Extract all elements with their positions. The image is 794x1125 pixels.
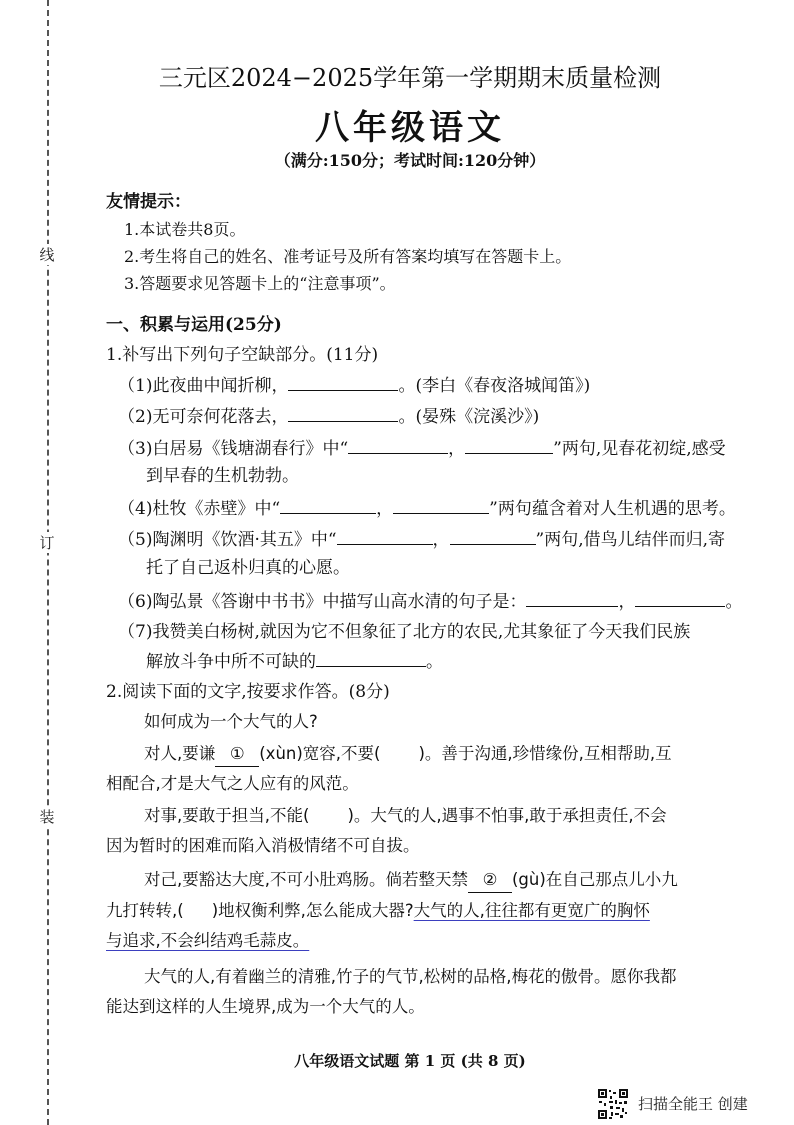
section-heading: 一、积累与运用(25分) — [106, 315, 282, 335]
passage-p2-line2: 因为暂时的困难而陷入消极情绪不可自拔。 — [106, 836, 420, 855]
passage-p1-line2: 相配合,才是大气之人应有的风范。 — [106, 774, 359, 793]
answer-blank — [393, 496, 489, 514]
q1-item-6: （6)陶弘景《答谢中书书》中描写山高水清的句子是： ， 。 — [118, 589, 742, 614]
passage-p2-line1: 对事,要敢于担当,不能( )。大气的人,遇事不怕事,敢于承担责任,不会 — [144, 806, 667, 825]
answer-blank — [450, 527, 536, 545]
passage-title: 如何成为一个大气的人? — [144, 712, 318, 731]
exam-subtitle: 三元区2024−2025学年第一学期期末质量检测 — [158, 64, 662, 92]
answer-blank — [465, 436, 553, 454]
scanner-watermark: 扫描全能王 创建 — [638, 1095, 748, 1113]
answer-blank — [316, 649, 426, 667]
q1-item-5-cont: 托了自己返朴归真的心愿。 — [146, 558, 350, 578]
qr-code-icon — [597, 1088, 629, 1120]
q1-item-5: （5)陶渊明《饮酒·其五》中“ ， ”两句,借鸟儿结伴而归,寄 — [118, 527, 725, 552]
circled-blank-1: ① — [215, 742, 259, 767]
q1-item-7-cont: 解放斗争中所不可缺的 。 — [146, 649, 443, 674]
q1-item-4: （4)杜牧《赤壁》中“ ， ”两句蕴含着对人生机遇的思考。 — [118, 496, 736, 521]
page-footer: 八年级语文试题 第 1 页 (共 8 页) — [294, 1052, 526, 1070]
binding-char-ding: 订 — [36, 532, 58, 553]
passage-p1-line1: 对人,要谦 ① (xùn)宽容,不要( )。善于沟通,珍惜缘份,互相帮助,互 — [144, 742, 672, 767]
q1-item-2: （2)无可奈何花落去， 。(晏殊《浣溪沙》) — [118, 404, 539, 429]
binding-char-zhuang: 装 — [36, 806, 58, 827]
tip-item: 3.答题要求见答题卡上的“注意事项”。 — [124, 274, 396, 293]
binding-dashed-line — [47, 0, 49, 1125]
passage-p3-line1: 对己,要豁达大度,不可小肚鸡肠。倘若整天禁 ② (gù)在自己那点儿小九 — [144, 868, 678, 893]
q1-item-7: （7)我赞美白杨树,就因为它不但象征了北方的农民,尤其象征了今天我们民族 — [118, 622, 691, 642]
question-1-prompt: 1.补写出下列句子空缺部分。(11分) — [106, 345, 379, 365]
binding-char-xian: 线 — [36, 244, 58, 265]
answer-blank — [635, 589, 725, 607]
passage-p4-line1: 大气的人,有着幽兰的清雅,竹子的气节,松树的品格,梅花的傲骨。愿你我都 — [144, 967, 677, 986]
tips-heading: 友情提示： — [106, 192, 191, 212]
tip-item: 1.本试卷共8页。 — [124, 220, 246, 239]
question-2-prompt: 2.阅读下面的文字,按要求作答。(8分) — [106, 682, 390, 702]
passage-p3-line2: 九打转转,( )地权衡利弊,怎么能成大器?大气的人,往往都有更宽广的胸怀 — [106, 901, 650, 920]
answer-blank — [337, 527, 433, 545]
answer-blank — [526, 589, 618, 607]
circled-blank-2: ② — [468, 868, 512, 893]
answer-blank — [280, 496, 376, 514]
q1-item-1: （1)此夜曲中闻折柳， 。(李白《春夜洛城闻笛》) — [118, 373, 590, 398]
passage-p4-line2: 能达到这样的人生境界,成为一个大气的人。 — [106, 997, 425, 1016]
passage-p3-line3 — [106, 929, 309, 953]
underlined-sentence: 大气的人,往往都有更宽广的胸怀 — [413, 901, 650, 920]
exam-title: 八年级语文 — [315, 108, 505, 148]
q1-item-3-cont: 到早春的生机勃勃。 — [146, 466, 299, 486]
exam-score-info: （满分:150分；考试时间:120分钟） — [274, 151, 546, 170]
answer-blank — [288, 373, 398, 391]
tip-item: 2.考生将自己的姓名、准考证号及所有答案均填写在答题卡上。 — [124, 247, 572, 266]
q1-item-3: （3)白居易《钱塘湖春行》中“ ， ”两句,见春花初绽,感受 — [118, 436, 726, 461]
underlined-sentence-cont: 与追求,不会纠结鸡毛蒜皮。 — [106, 931, 310, 950]
answer-blank — [288, 404, 398, 422]
answer-blank — [348, 436, 448, 454]
